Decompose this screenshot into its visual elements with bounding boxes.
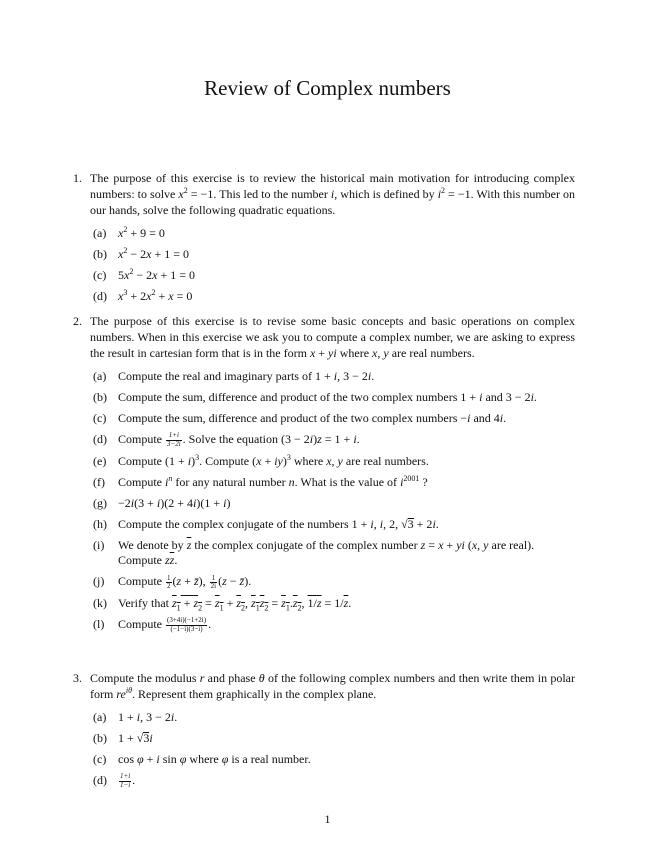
- item-label: (k): [93, 596, 107, 610]
- item-label: (i): [93, 537, 105, 552]
- exercise-number: 2.: [73, 314, 82, 328]
- item-label: (g): [93, 495, 107, 510]
- list-item: (d) Compute $\frac{1+i}{3-2i}$ . Solve the equation (3 − 2i)z = 1 + i.: [93, 431, 360, 448]
- list-item: (c) cos φ + i sin φ where φ is a real number.: [93, 752, 311, 766]
- page-number: 1: [324, 812, 331, 826]
- exercise-1: [73, 170, 575, 310]
- exercise-number: 1.: [73, 171, 82, 185]
- item-label: (a): [93, 369, 107, 383]
- exercise-intro: The purpose of this exercise is to revise some basic concepts and basic operations on complex numbers. When in this exercise we ask you to compute a complex number, we are asking to express the result in cartesian form that is in the form x + yi where x, y are real numbers.: [90, 314, 575, 360]
- list-item: (a) 1 + i, 3 − 2i.: [93, 710, 178, 724]
- item-label: (d): [93, 432, 107, 446]
- list-item: (l) Compute $\frac{(3+4i)(-1+2i)}{(-1-i)(3-i)}$ .: [93, 616, 212, 633]
- list-item: (e) Compute $(1 + i)^3$. Compute (x + iy)$^3$ where x, y are real numbers.: [93, 452, 429, 468]
- list-item: (b) 1 + √3i: [93, 731, 153, 745]
- list-item: (b) Compute the sum, difference and product of the two complex numbers 1 + i and 3 − 2i.: [93, 390, 537, 404]
- list-item: (a) Compute the real and imaginary parts of 1 + i, 3 − 2i.: [93, 369, 375, 383]
- item-label: (h): [93, 516, 107, 531]
- item-label: (e): [93, 453, 107, 468]
- list-item: (h) Compute the complex conjugate of the numbers 1 + i, i, 2, √3 + 2i.: [93, 516, 439, 531]
- item-list: [93, 710, 575, 789]
- fraction: $\frac{1}{2i}$: [210, 573, 217, 590]
- item-label: (l): [93, 617, 105, 631]
- document-title: Review of Complex numbers: [204, 76, 451, 100]
- list-item: (k) Verify that $z_1 + z_2 = z_1 + z_2$, $z_1z_2 = z_1.z_2$, $1/z = 1/\overline{z}$.: [93, 596, 352, 613]
- item-label: (a): [93, 226, 107, 240]
- item-label: (b): [93, 731, 107, 745]
- item-label: (c): [93, 268, 107, 282]
- list-item: (b) $x^2 - 2x + 1 = 0$: [93, 246, 189, 261]
- item-label: (c): [93, 411, 107, 425]
- exercise-intro: The purpose of this exercise is to review the historical main motivation for introducing complex numbers: to solve $x^2 = -1$. This led to the number i, which is defined by $i^2 = -1$. With this number on our hands, solve the following quadratic equations.: [90, 171, 576, 217]
- list-item: (a) $x^2 + 9 = 0$: [93, 225, 165, 240]
- list-item: (c) $5x^2 - 2x + 1 = 0$: [93, 267, 195, 282]
- fraction: $\frac{(3+4i)(-1+2i)}{(-1-i)(3-i)}$: [167, 616, 207, 633]
- item-label: (a): [93, 710, 107, 724]
- item-list: [93, 369, 575, 633]
- item-label: (c): [93, 752, 107, 766]
- exercise-3: [73, 670, 575, 795]
- exercise-number: 3.: [73, 671, 82, 685]
- list-item: (d) $x^3 + 2x^2 + x = 0$: [93, 288, 193, 303]
- list-item: (j) Compute $\frac{1}{2}$ (z + z̄), $\frac{1}{2i}$ (z − z̄).: [93, 573, 252, 590]
- item-label: (b): [93, 390, 107, 404]
- item-label: (f): [93, 474, 105, 489]
- exercise-intro: Compute the modulus r and phase θ of the following complex numbers and then write them in polar form $re^{i\theta}$. Represent them graphically in the complex plane.: [90, 671, 575, 701]
- exercise-2: [73, 313, 575, 639]
- fraction: $\frac{1+i}{1-i}$: [120, 772, 131, 789]
- item-label: (d): [93, 289, 107, 303]
- fraction: $\frac{1+i}{3-2i}$: [167, 431, 181, 448]
- item-label: (j): [93, 574, 105, 589]
- item-list: [93, 226, 575, 305]
- list-item: (g) −2i(3 + i)(2 + 4i)(1 + i): [93, 495, 231, 510]
- fraction: $\frac{1}{2}$: [167, 573, 171, 590]
- item-label: (d): [93, 773, 107, 787]
- list-item: (c) Compute the sum, difference and product of the two complex numbers −i and 4i.: [93, 411, 507, 425]
- list-item: (i) We denote by $\overline{z}$ the complex conjugate of the complex number z = x + yi (x, y are real). Compute $z\overline{z}$.: [93, 537, 535, 568]
- list-item: (d) $\frac{1+i}{1-i}$ .: [93, 772, 136, 789]
- item-label: (b): [93, 247, 107, 261]
- list-item: (f) Compute $i^n$ for any natural number n. What is the value of $i^{2001}$ ?: [93, 473, 428, 489]
